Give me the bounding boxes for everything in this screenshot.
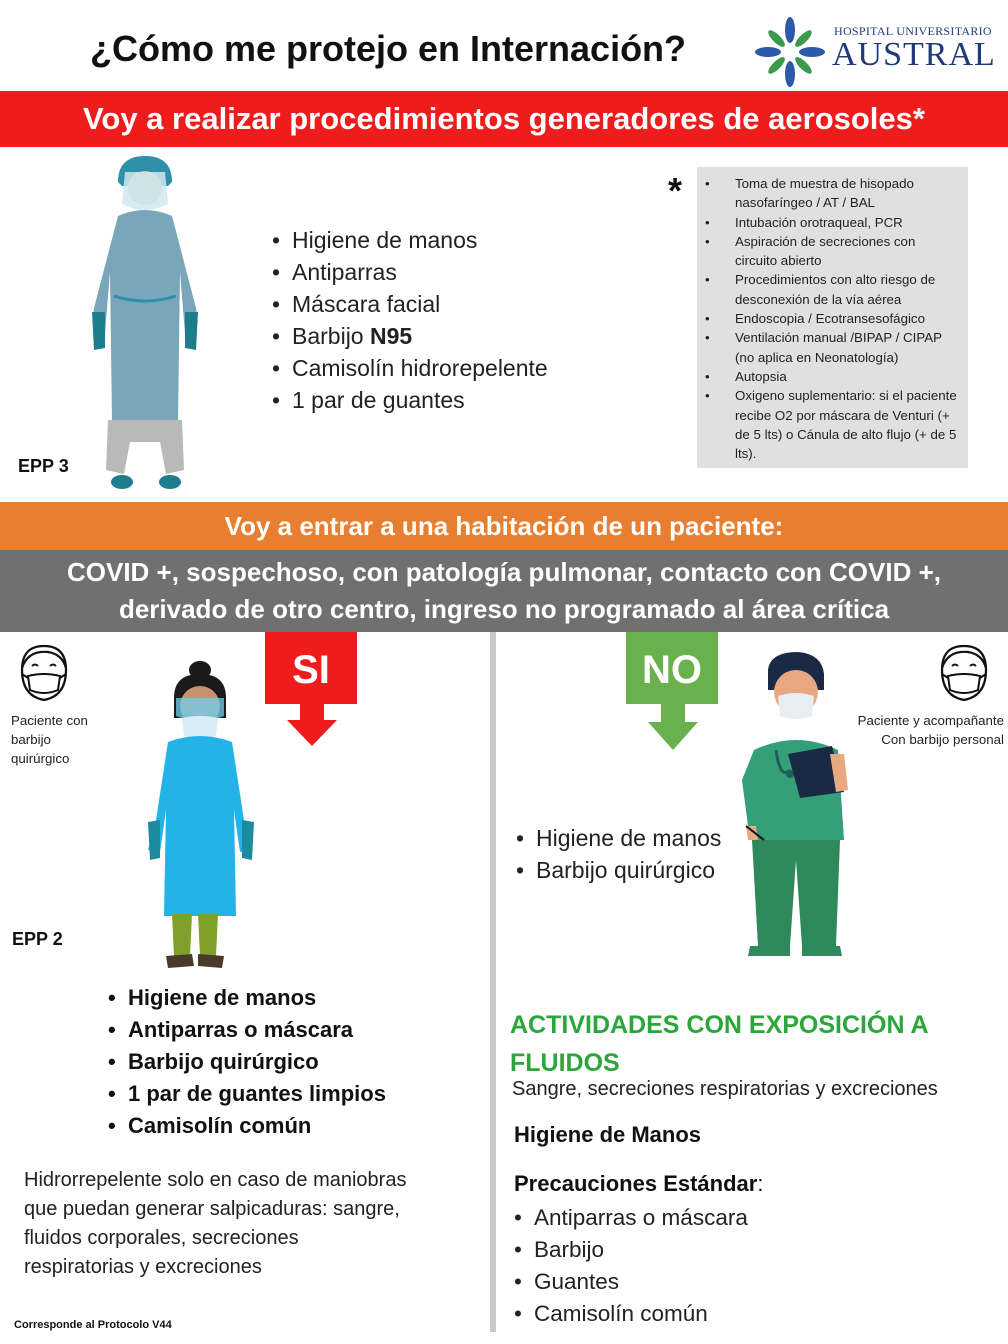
list-item: • Antiparras bbox=[272, 256, 548, 288]
list-item: • Aspiración de secreciones con circuito abierto bbox=[705, 232, 960, 271]
criteria-line-2: derivado de otro centro, ingreso no programado al área crítica bbox=[118, 594, 890, 624]
si-patient-note bbox=[11, 711, 88, 768]
list-item: • Máscara facial bbox=[272, 288, 548, 320]
masked-patient-icon bbox=[14, 640, 74, 708]
fluids-hand-hygiene: Higiene de Manos bbox=[514, 1122, 702, 1147]
note-line: Con barbijo personal bbox=[881, 732, 1004, 747]
column-divider bbox=[490, 632, 496, 1332]
fluids-section-title: ACTIVIDADES CON EXPOSICIÓN A FLUIDOS bbox=[510, 1011, 928, 1077]
no-badge: NO bbox=[626, 632, 718, 704]
list-item: • Barbijo bbox=[514, 1234, 748, 1266]
precautions-heading bbox=[514, 1171, 763, 1197]
no-item-list bbox=[516, 822, 721, 886]
precautions-item-list bbox=[514, 1202, 748, 1330]
hospital-logo bbox=[752, 16, 996, 88]
list-item: • Intubación orotraqueal, PCR bbox=[705, 213, 960, 232]
list-item: • Barbijo quirúrgico bbox=[516, 854, 721, 886]
room-criteria-banner bbox=[0, 550, 1008, 632]
precautions-label: Precauciones Estándar bbox=[514, 1171, 758, 1196]
list-item: • Autopsia bbox=[705, 367, 960, 386]
si-item-list bbox=[108, 982, 386, 1142]
note-line: fluidos corporales, secreciones bbox=[24, 1227, 299, 1249]
list-item: • Antiparras o máscara bbox=[108, 1014, 386, 1046]
si-arrow-down-icon bbox=[287, 702, 337, 746]
list-item: • Oxigeno suplementario: si el paciente recibe O2 por máscara de Venturi (+ de 5 lts) o Cánula de alto flujo (+ de 5 lts). bbox=[705, 386, 960, 463]
list-item bbox=[272, 320, 548, 352]
list-item: • 1 par de guantes bbox=[272, 384, 548, 416]
note-line: Paciente con bbox=[11, 713, 88, 728]
logo-text-hospital: HOSPITAL UNIVERSITARIO bbox=[834, 24, 992, 38]
note-line: Hidrorrepelente solo en caso de maniobras bbox=[24, 1169, 407, 1191]
barbijo-label: Barbijo bbox=[292, 323, 370, 349]
asterisk-mark: * bbox=[668, 170, 683, 211]
list-item: • Endoscopia / Ecotransesofágico bbox=[705, 309, 960, 328]
protocol-footnote: Corresponde al Protocolo V44 bbox=[14, 1319, 172, 1331]
list-item: • Procedimientos con alto riesgo de desconexión de la vía aérea bbox=[705, 270, 960, 309]
masked-patient-icon bbox=[934, 640, 994, 708]
epp3-label: EPP 3 bbox=[18, 456, 69, 476]
list-item: • Higiene de manos bbox=[516, 822, 721, 854]
page-title: ¿Cómo me protejo en Internación? bbox=[90, 28, 687, 69]
list-item: • Barbijo quirúrgico bbox=[108, 1046, 386, 1078]
precautions-colon: : bbox=[757, 1171, 764, 1196]
list-item: • 1 par de guantes limpios bbox=[108, 1078, 386, 1110]
aerosol-procedures-box bbox=[697, 167, 968, 468]
doctor-figure-icon bbox=[740, 650, 850, 1000]
hidrorrepelente-note bbox=[24, 1166, 464, 1282]
fluids-section-subtitle: Sangre, secreciones respiratorias y excreciones bbox=[512, 1078, 938, 1100]
list-item: • Camisolín común bbox=[108, 1110, 386, 1142]
note-line: Paciente y acompañante bbox=[857, 713, 1004, 728]
logo-text-austral: AUSTRAL bbox=[832, 36, 996, 73]
epp3-figure-icon bbox=[80, 152, 210, 492]
criteria-line-1: COVID +, sospechoso, con patología pulmonar, contacto con COVID +, bbox=[66, 557, 942, 587]
list-item: • Camisolín común bbox=[514, 1298, 748, 1330]
note-line: que puedan generar salpicaduras: sangre, bbox=[24, 1198, 400, 1220]
epp2-nurse-figure-icon bbox=[140, 660, 264, 972]
list-item: • Ventilación manual /BIPAP / CIPAP (no aplica en Neonatología) bbox=[705, 328, 960, 367]
no-arrow-down-icon bbox=[648, 702, 698, 750]
list-item: • Guantes bbox=[514, 1266, 748, 1298]
epp3-item-list bbox=[272, 224, 548, 416]
note-line: quirúrgico bbox=[11, 751, 70, 766]
list-item: • Antiparras o máscara bbox=[514, 1202, 748, 1234]
list-item: • Higiene de manos bbox=[272, 224, 548, 256]
aerosol-banner: Voy a realizar procedimientos generadores de aerosoles* bbox=[0, 91, 1008, 147]
room-banner: Voy a entrar a una habitación de un paciente: bbox=[0, 502, 1008, 550]
epp2-label: EPP 2 bbox=[12, 929, 63, 949]
note-line: barbijo bbox=[11, 732, 51, 747]
note-line: respiratorias y excreciones bbox=[24, 1256, 262, 1278]
list-item: • Camisolín hidrorepelente bbox=[272, 352, 548, 384]
n95-label: N95 bbox=[369, 323, 413, 349]
list-item: • Higiene de manos bbox=[108, 982, 386, 1014]
flower-logo-icon bbox=[752, 16, 828, 88]
si-badge: SI bbox=[265, 632, 357, 704]
list-item: • Toma de muestra de hisopado nasofaríngeo / AT / BAL bbox=[705, 174, 960, 213]
